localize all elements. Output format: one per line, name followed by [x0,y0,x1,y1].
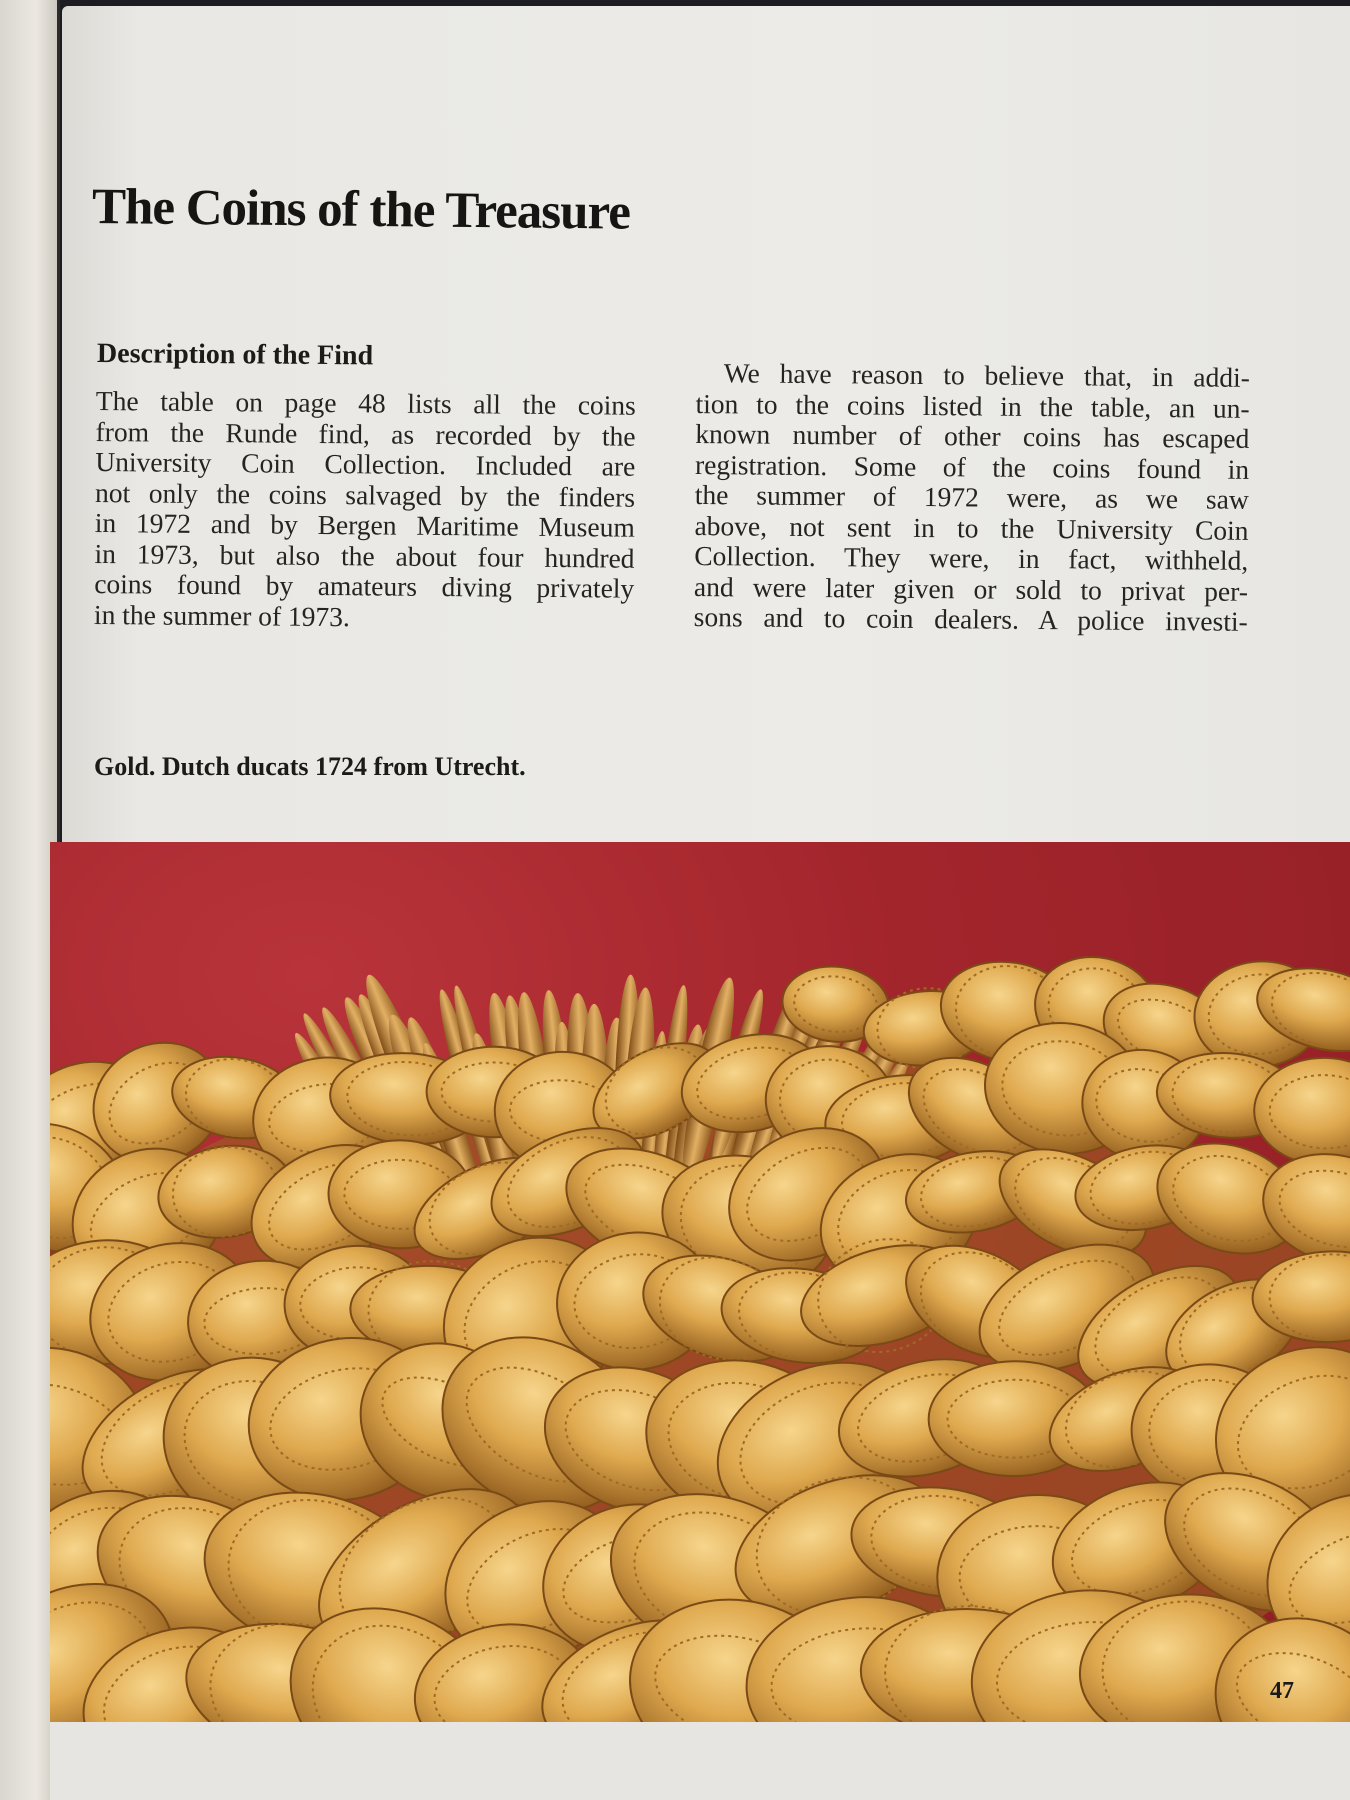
left-column-text [94,386,636,635]
text-line: We have reason to believe that, in addi- [723,357,1250,393]
text-line: sons and to coin dealers. A police investi- [693,600,1248,637]
photo-caption: Gold. Dutch ducats 1724 from Utrecht. [94,752,526,781]
text-line: above, not sent in to the University Coin [694,509,1249,546]
text-line: University Coin Collection. Included are [95,445,636,482]
text-line: Collection. They were, in fact, withheld, [694,539,1249,576]
page-number: 47 [1270,1678,1294,1704]
right-column-text [694,358,1250,637]
text-line: not only the coins salvaged by the finders [94,476,636,513]
text-line: in the summer of 1973. [93,598,351,632]
text-line: the summer of 1972 were, as we saw [694,478,1249,515]
text-line: in 1972 and by Bergen Maritime Museum [94,506,635,543]
gold-coins-photo [50,842,1350,1722]
text-line: The table on page 48 lists all the coins [95,385,636,421]
page-bottom-margin [50,1722,1350,1800]
text-line: coins found by amateurs diving privately [94,567,635,604]
text-line: from the Runde find, as recorded by the [95,415,636,452]
text-line: and were later given or sold to privat per- [693,570,1249,607]
text-line: registration. Some of the coins found in [694,448,1250,485]
page-title: The Coins of the Treasure [91,179,631,241]
text-line: in 1973, but also the about four hundred [94,537,635,574]
coin-pile-illustration [50,842,1350,1722]
text-line: tion to the coins listed in the table, an un- [695,387,1250,424]
text-line: known number of other coins has escaped [695,417,1250,454]
section-heading: Description of the Find [96,338,374,372]
